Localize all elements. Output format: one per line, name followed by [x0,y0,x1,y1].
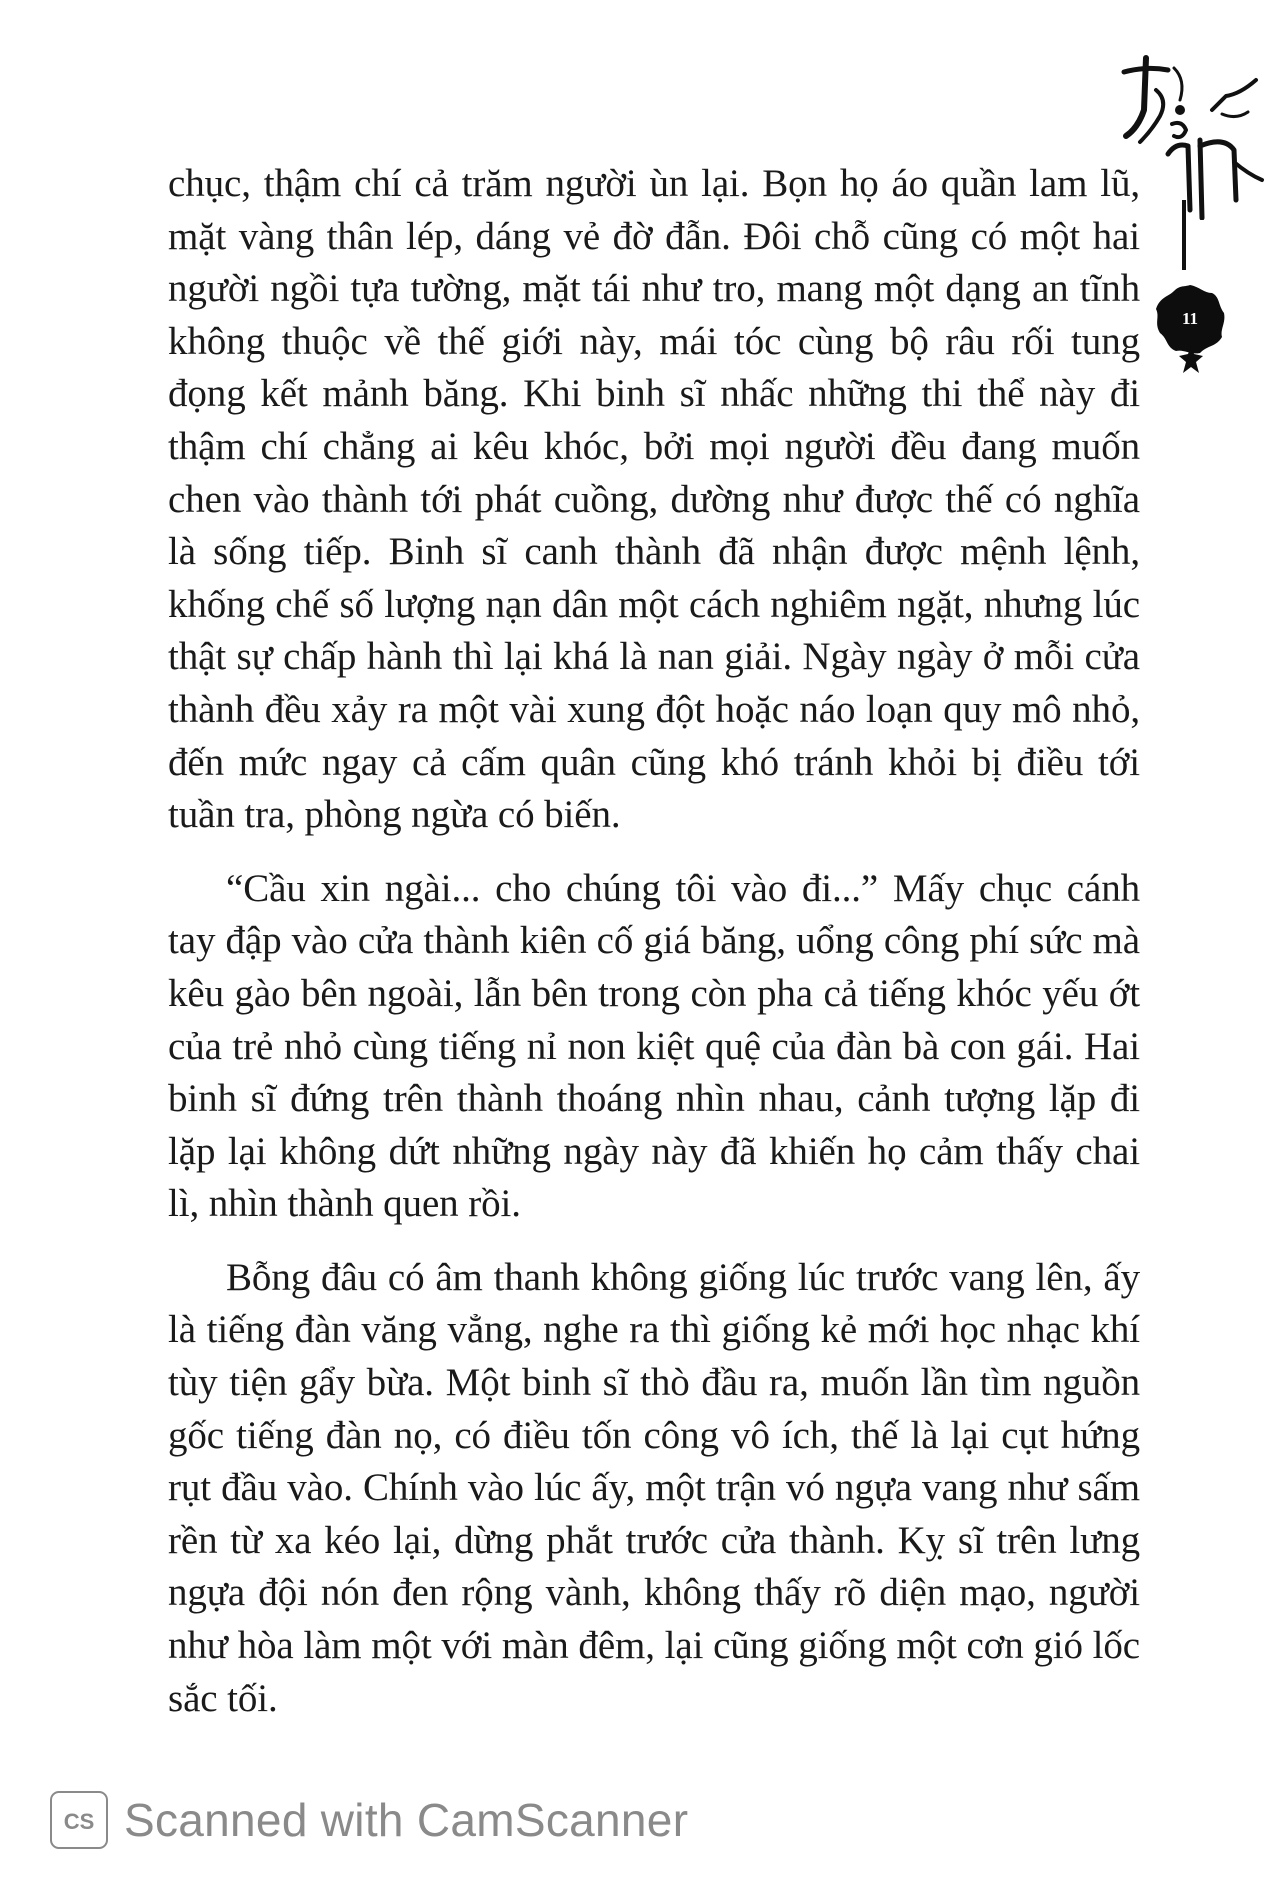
watermark-text: Scanned with CamScanner [124,1794,689,1846]
ornament-stem [1182,200,1186,270]
paragraph-plea: “Cầu xin ngài... cho chúng tôi vào đi...” Mấy chục cánh tay đập vào cửa thành kiên cố giá băng, uổng công phí sức mà kêu gào bên ngoài, lẫn bên trong còn pha cả tiếng khóc yếu ớt của trẻ nhỏ cùng tiếng nỉ non kiệt quệ của đàn bà con gái. Hai binh sĩ đứng trên thành thoáng nhìn nhau, cảnh tượng lặp đi lặp lại không dứt những ngày này đã khiến họ cảm thấy chai lì, nhìn thành quen rồi. [168,866,1140,1226]
calligraphy-ornament-icon [1116,50,1266,220]
ink-drip-icon [1176,346,1206,376]
paragraph-continued: chục, thậm chí cả trăm người ùn lại. Bọn họ áo quần lam lũ, mặt vàng thân lép, dáng vẻ đờ đẫn. Đôi chỗ cũng có một hai người ngồi tựa tường, mặt tái như tro, mang một dạng an tĩnh không thuộc về thế giới này, mái tóc cùng bộ râu rối tung đọng kết mảnh băng. Khi binh sĩ nhấc những thi thể này đi thậm chí chẳng ai kêu khóc, bởi mọi người đều đang muốn chen vào thành tới phát cuồng, dường như được thế có nghĩa là sống tiếp. Binh sĩ canh thành đã nhận được mệnh lệnh, khống chế số lượng nạn dân một cách nghiêm ngặt, nhưng lúc thật sự chấp hành thì lại khá là nan giải. Ngày ngày ở mỗi cửa thành đều xảy ra một vài xung đột hoặc náo loạn quy mô nhỏ, đến mức ngay cả cấm quân cũng khó tránh khỏi bị điều tới tuần tra, phòng ngừa có biến. [168,162,1140,837]
camscanner-logo-text: CS [63,1809,95,1834]
page-number: 11 [1181,309,1199,328]
camscanner-watermark [50,1788,688,1852]
paragraph-rider: Bỗng đâu có âm thanh không giống lúc trước vang lên, ấy là tiếng đàn văng vẳng, nghe ra thì giống kẻ mới học nhạc khí tùy tiện gẩy bừa. Một binh sĩ thò đầu ra, muốn lần tìm nguồn gốc tiếng đàn nọ, có điều tốn công vô ích, thế là lại cụt hứng rụt đầu vào. Chính vào lúc ấy, một trận vó ngựa vang như sấm rền từ xa kéo lại, dừng phắt trước cửa thành. Kỵ sĩ trên lưng ngựa đội nón đen rộng vành, không thấy rõ diện mạo, người như hòa làm một với màn đêm, lại cũng giống một cơn gió lốc sắc tối. [168,1255,1140,1720]
body-text [168,158,1140,1725]
camscanner-logo-icon [50,1791,108,1849]
